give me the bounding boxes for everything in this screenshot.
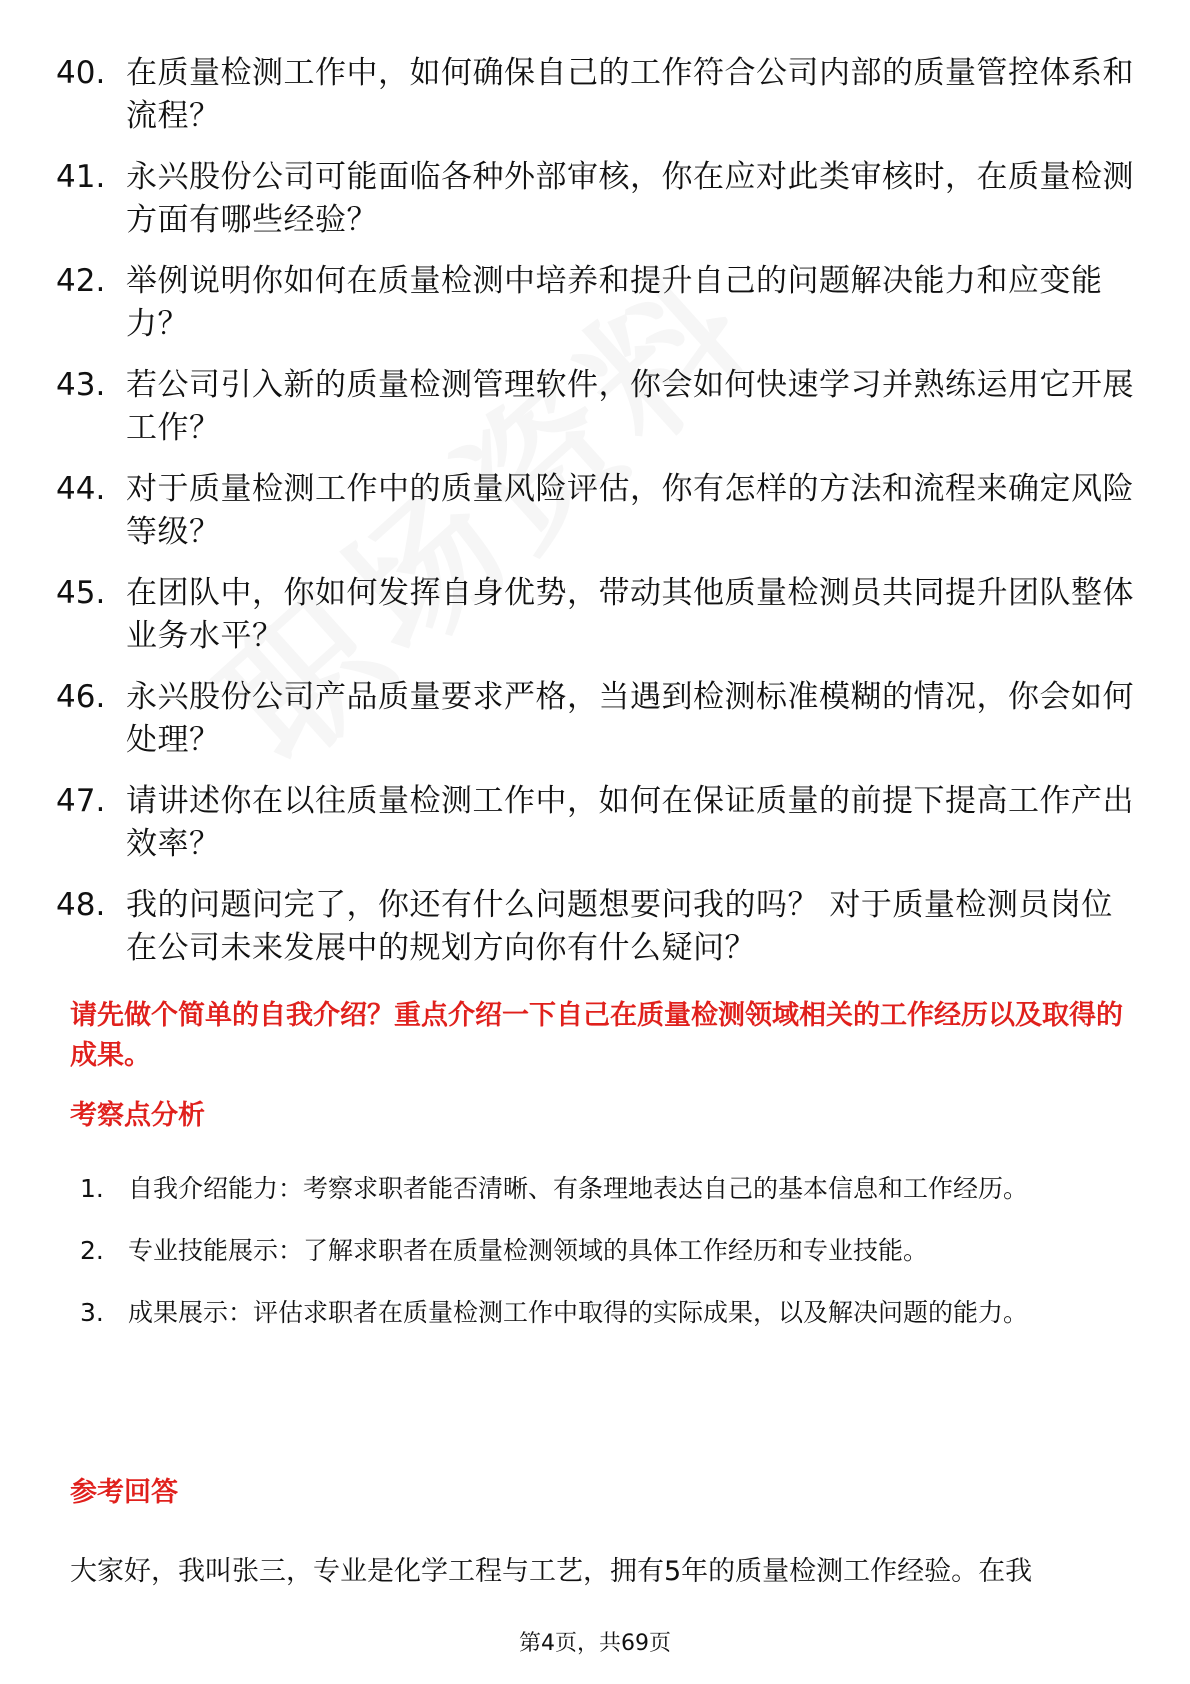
analysis-text: 成果展示：评估求职者在质量检测工作中取得的实际成果，以及解决问题的能力。	[128, 1298, 1029, 1327]
question-text: 我的问题问完了，你还有什么问题想要问我的吗？ 对于质量检测员岗位在公司未来发展中的规划方向你有什么疑问？	[126, 887, 1113, 966]
question-item	[56, 884, 1136, 970]
answer-heading: 参考回答	[70, 1477, 178, 1508]
analysis-text: 专业技能展示：了解求职者在质量检测领域的具体工作经历和专业技能。	[128, 1236, 929, 1265]
analysis-number: 1.	[80, 1174, 104, 1203]
analysis-item	[80, 1222, 1120, 1280]
question-number: 41.	[56, 159, 106, 195]
page-footer: 第4页，共69页	[519, 1631, 671, 1656]
analysis-item	[80, 1160, 1120, 1218]
analysis-list	[80, 1160, 1120, 1346]
question-text: 对于质量检测工作中的质量风险评估，你有怎样的方法和流程来确定风险等级？	[126, 471, 1134, 550]
question-item	[56, 364, 1136, 450]
answer-paragraph: 大家好，我叫张三，专业是化学工程与工艺，拥有5年的质量检测工作经验。在我	[70, 1556, 1033, 1587]
question-number: 48.	[56, 887, 106, 923]
question-item	[56, 52, 1136, 138]
analysis-number: 3.	[80, 1298, 104, 1327]
intro-question-heading: 请先做个简单的自我介绍？重点介绍一下自己在质量检测领域相关的工作经历以及取得的成果。	[70, 1000, 1123, 1071]
question-number: 44.	[56, 471, 106, 507]
question-item	[56, 260, 1136, 346]
question-item	[56, 468, 1136, 554]
analysis-number: 2.	[80, 1236, 104, 1265]
question-text: 永兴股份公司可能面临各种外部审核，你在应对此类审核时，在质量检测方面有哪些经验？	[126, 159, 1134, 238]
analysis-heading: 考察点分析	[70, 1100, 205, 1131]
question-text: 请讲述你在以往质量检测工作中，如何在保证质量的前提下提高工作产出效率？	[126, 783, 1134, 862]
question-text: 若公司引入新的质量检测管理软件，你会如何快速学习并熟练运用它开展工作？	[126, 367, 1134, 446]
question-item	[56, 780, 1136, 866]
question-list	[56, 52, 1136, 988]
question-number: 40.	[56, 55, 106, 91]
question-text: 举例说明你如何在质量检测中培养和提升自己的问题解决能力和应变能力？	[126, 263, 1103, 342]
question-number: 42.	[56, 263, 106, 299]
question-item	[56, 676, 1136, 762]
question-number: 46.	[56, 679, 106, 715]
question-text: 在团队中，你如何发挥自身优势，带动其他质量检测员共同提升团队整体业务水平？	[126, 575, 1134, 654]
question-number: 45.	[56, 575, 106, 611]
analysis-text: 自我介绍能力：考察求职者能否清晰、有条理地表达自己的基本信息和工作经历。	[128, 1174, 1029, 1203]
question-number: 43.	[56, 367, 106, 403]
question-text: 在质量检测工作中，如何确保自己的工作符合公司内部的质量管控体系和流程？	[126, 55, 1134, 134]
question-text: 永兴股份公司产品质量要求严格，当遇到检测标准模糊的情况，你会如何处理？	[126, 679, 1134, 758]
question-number: 47.	[56, 783, 106, 819]
analysis-item	[80, 1284, 1120, 1342]
question-item	[56, 572, 1136, 658]
question-item	[56, 156, 1136, 242]
